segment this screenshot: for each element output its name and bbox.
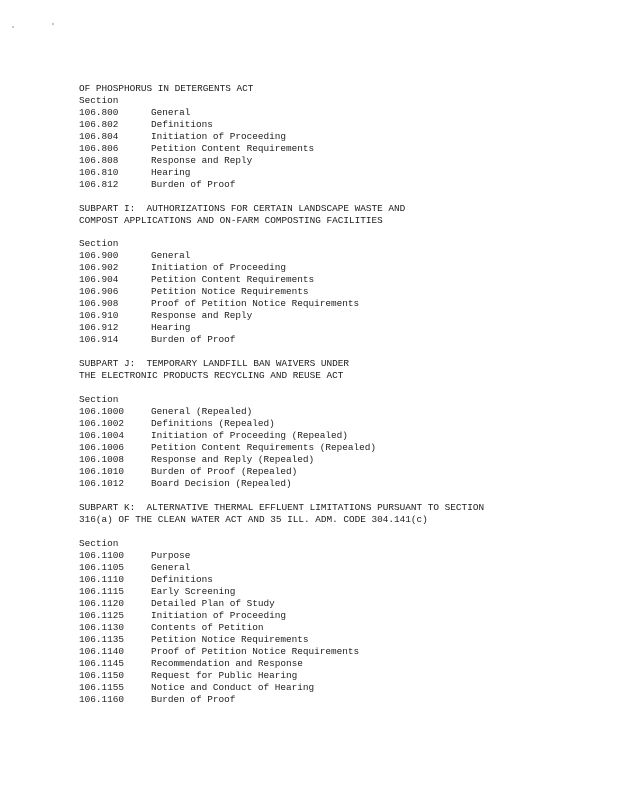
section-entry — [79, 670, 579, 682]
section-number: 106.1000 — [79, 406, 125, 417]
section-entry — [79, 430, 579, 442]
section-title: General — [151, 107, 191, 118]
section-entry — [79, 334, 579, 346]
part-o-heading: OF PHOSPHORUS IN DETERGENTS ACT — [79, 83, 254, 94]
section-title: Petition Content Requirements (Repealed) — [151, 442, 377, 453]
section-title: Burden of Proof — [151, 694, 236, 705]
section-entry — [79, 622, 579, 634]
section-number: 106.914 — [79, 334, 119, 345]
section-title: Hearing — [151, 167, 191, 178]
section-title: Board Decision (Repealed) — [151, 478, 292, 489]
section-number: 106.1004 — [79, 430, 125, 441]
section-number: 106.902 — [79, 262, 119, 273]
section-entry — [79, 454, 579, 466]
section-title: Request for Public Hearing — [151, 670, 298, 681]
section-title: Burden of Proof — [151, 179, 236, 190]
section-entry — [79, 598, 579, 610]
section-label: Section — [79, 394, 119, 405]
section-title: Petition Content Requirements — [151, 274, 315, 285]
section-label: Section — [79, 95, 119, 106]
subpart-heading-continued: 316(a) OF THE CLEAN WATER ACT AND 35 ILL. ADM. CODE 304.141(c) — [79, 514, 428, 525]
section-number: 106.812 — [79, 179, 119, 190]
section-entry — [79, 250, 579, 262]
section-list — [79, 107, 579, 191]
section-entry — [79, 646, 579, 658]
section-entry — [79, 262, 579, 274]
section-list — [79, 550, 579, 706]
section-number: 106.904 — [79, 274, 119, 285]
section-entry — [79, 167, 579, 179]
section-entry — [79, 610, 579, 622]
scan-artifacts — [12, 20, 62, 30]
section-title: Definitions (Repealed) — [151, 418, 275, 429]
section-title: Recommendation and Response — [151, 658, 303, 669]
section-list — [79, 250, 579, 346]
section-number: 106.1120 — [79, 598, 125, 609]
section-title: Response and Reply — [151, 310, 253, 321]
section-number: 106.912 — [79, 322, 119, 333]
section-number: 106.1130 — [79, 622, 125, 633]
section-title: Hearing — [151, 322, 191, 333]
section-title: Definitions — [151, 119, 213, 130]
subpart-i-sections — [79, 238, 579, 346]
section-number: 106.900 — [79, 250, 119, 261]
section-entry — [79, 442, 579, 454]
section-title: Petition Content Requirements — [151, 143, 315, 154]
subpart-i-block — [79, 203, 579, 227]
section-entry — [79, 586, 579, 598]
subpart-j-sections — [79, 394, 579, 490]
section-entry — [79, 562, 579, 574]
subpart-k-block — [79, 502, 579, 526]
section-title: Response and Reply — [151, 155, 253, 166]
section-number: 106.1110 — [79, 574, 125, 585]
section-number: 106.1012 — [79, 478, 125, 489]
part-o-block — [79, 83, 579, 191]
section-number: 106.808 — [79, 155, 119, 166]
section-title: General — [151, 250, 191, 261]
section-number: 106.1155 — [79, 682, 125, 693]
section-entry — [79, 143, 579, 155]
section-entry — [79, 286, 579, 298]
section-entry — [79, 179, 579, 191]
section-number: 106.800 — [79, 107, 119, 118]
section-entry — [79, 418, 579, 430]
section-number: 106.1160 — [79, 694, 125, 705]
section-number: 106.802 — [79, 119, 119, 130]
section-entry — [79, 274, 579, 286]
section-number: 106.1115 — [79, 586, 125, 597]
section-title: Detailed Plan of Study — [151, 598, 275, 609]
subpart-heading: SUBPART J: TEMPORARY LANDFILL BAN WAIVERS UNDER — [79, 358, 350, 369]
section-title: Burden of Proof — [151, 334, 236, 345]
section-number: 106.1135 — [79, 634, 125, 645]
section-number: 106.1006 — [79, 442, 125, 453]
section-entry — [79, 107, 579, 119]
section-entry — [79, 694, 579, 706]
subpart-j-block — [79, 358, 579, 382]
section-number: 106.804 — [79, 131, 119, 142]
section-entry — [79, 658, 579, 670]
section-title: Burden of Proof (Repealed) — [151, 466, 298, 477]
section-title: General (Repealed) — [151, 406, 253, 417]
section-number: 106.1010 — [79, 466, 125, 477]
section-entry — [79, 478, 579, 490]
section-number: 106.1125 — [79, 610, 125, 621]
section-label: Section — [79, 238, 119, 249]
section-number: 106.806 — [79, 143, 119, 154]
section-entry — [79, 682, 579, 694]
subpart-heading-continued: THE ELECTRONIC PRODUCTS RECYCLING AND REUSE ACT — [79, 370, 344, 381]
section-number: 106.1105 — [79, 562, 125, 573]
section-number: 106.1008 — [79, 454, 125, 465]
section-title: Purpose — [151, 550, 191, 561]
section-entry — [79, 406, 579, 418]
section-title: General — [151, 562, 191, 573]
section-title: Contents of Petition — [151, 622, 264, 633]
subpart-heading: SUBPART K: ALTERNATIVE THERMAL EFFLUENT LIMITATIONS PURSUANT TO SECTION — [79, 502, 485, 513]
section-title: Initiation of Proceeding — [151, 131, 287, 142]
section-entry — [79, 119, 579, 131]
section-number: 106.906 — [79, 286, 119, 297]
subpart-heading-continued: COMPOST APPLICATIONS AND ON-FARM COMPOSTING FACILITIES — [79, 215, 383, 226]
section-title: Definitions — [151, 574, 213, 585]
section-title: Notice and Conduct of Hearing — [151, 682, 315, 693]
section-label: Section — [79, 538, 119, 549]
section-entry — [79, 466, 579, 478]
section-number: 106.908 — [79, 298, 119, 309]
section-title: Early Screening — [151, 586, 236, 597]
section-number: 106.1100 — [79, 550, 125, 561]
section-number: 106.1145 — [79, 658, 125, 669]
section-entry — [79, 298, 579, 310]
section-title: Initiation of Proceeding (Repealed) — [151, 430, 348, 441]
section-title: Petition Notice Requirements — [151, 634, 309, 645]
section-title: Response and Reply (Repealed) — [151, 454, 315, 465]
section-entry — [79, 310, 579, 322]
section-title: Proof of Petition Notice Requirements — [151, 646, 360, 657]
section-list — [79, 406, 579, 490]
subpart-k-sections — [79, 538, 579, 706]
section-entry — [79, 550, 579, 562]
section-number: 106.910 — [79, 310, 119, 321]
section-entry — [79, 131, 579, 143]
section-title: Initiation of Proceeding — [151, 262, 287, 273]
section-number: 106.1150 — [79, 670, 125, 681]
section-number: 106.1140 — [79, 646, 125, 657]
subpart-heading: SUBPART I: AUTHORIZATIONS FOR CERTAIN LANDSCAPE WASTE AND — [79, 203, 406, 214]
section-number: 106.810 — [79, 167, 119, 178]
section-entry — [79, 155, 579, 167]
section-number: 106.1002 — [79, 418, 125, 429]
section-title: Proof of Petition Notice Requirements — [151, 298, 360, 309]
section-title: Petition Notice Requirements — [151, 286, 309, 297]
section-entry — [79, 574, 579, 586]
section-entry — [79, 322, 579, 334]
section-title: Initiation of Proceeding — [151, 610, 287, 621]
section-entry — [79, 634, 579, 646]
